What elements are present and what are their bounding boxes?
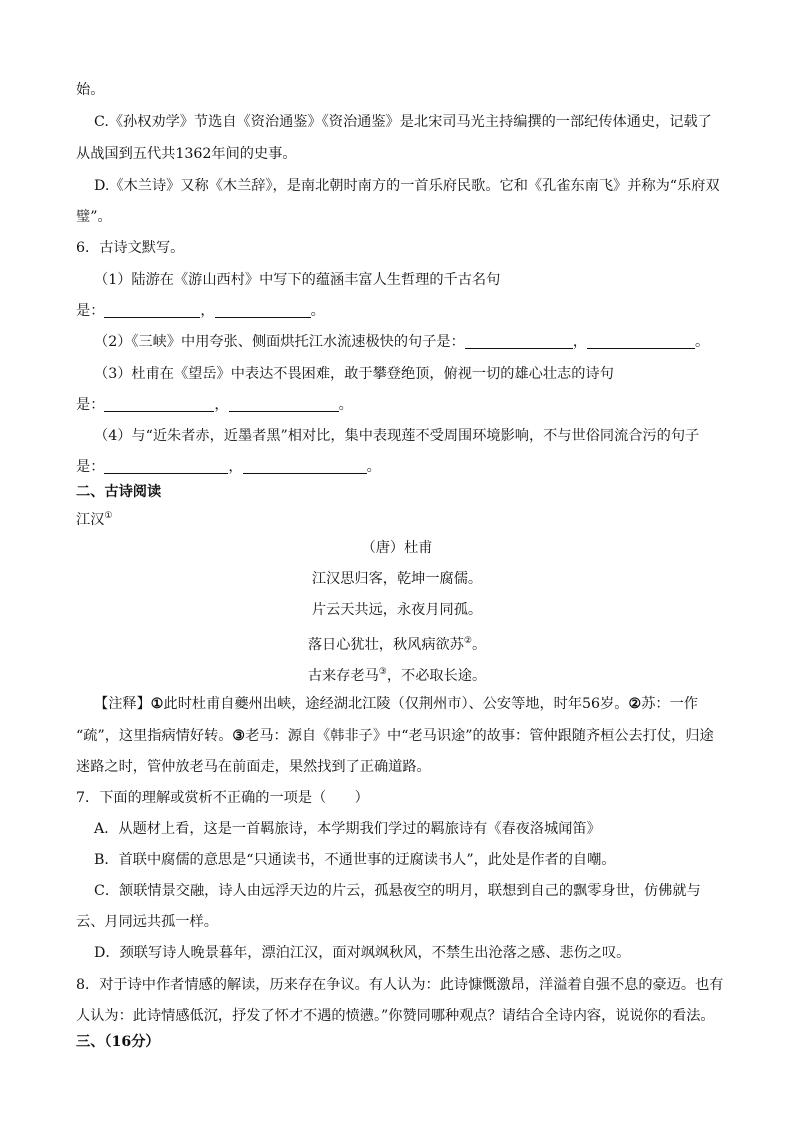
poem-line-2: 片云天共远，永夜月同孤。 [311,602,483,618]
q6-part1-prompt: （1）陆游在《游山西村》中写下的蕴涵丰富人生哲理的千古名句 [94,272,501,288]
comma: ， [214,397,229,413]
poem-line-1: 江汉思归客，乾坤一腐儒。 [311,571,483,587]
section3-heading: 三、（16分） [76,1034,160,1050]
section2-heading: 二、古诗阅读 [76,484,162,500]
poem-line-3-end: 。 [471,637,487,653]
q5-line0: 始。 [76,82,105,98]
q7-option-c-line2: 云、月同远共孤一样。 [76,914,218,930]
q5-option-c-line2: 从战国到五代共1362年间的史事。 [76,146,297,162]
q5-option-c-line1: C.《孙权劝学》节选自《资治通鉴》《资治通鉴》是北宋司马光主持编撰的一部纪传体通史，记载了 [94,114,712,130]
note-text: “疏”，这里指病情好转。 [76,728,233,744]
poem-line-3-text: 落日心犹壮，秋风病欲苏 [307,637,464,653]
note-marker: ① [150,696,164,712]
poem-notes-line3: 迷路之时，管仲放老马在前面走，果然找到了正确道路。 [76,759,431,775]
note-text: 此时杜甫自夔州出峡，途经湖北江陵（仅荆州市）、公安等地，时年56岁。 [163,696,629,712]
footnote-marker: ② [463,636,472,646]
notes-label: 【注释】 [94,696,151,712]
answer-blank[interactable] [215,302,311,318]
q6-part3-prompt: （3）杜甫在《望岳》中表达不畏困难，敢于攀登绝顶，俯视一切的雄心壮志的诗句 [94,366,614,382]
poem-line-4-text: 古来存老马 [307,668,379,684]
footnote-marker: ① [104,511,113,521]
answer-blank[interactable] [104,396,214,412]
q6-part2 [94,332,709,352]
poem-author: （唐）杜甫 [361,540,433,556]
answer-blank[interactable] [104,302,200,318]
poem-title [76,506,112,530]
answer-prefix: 是： [76,303,105,319]
q6-heading: 6．古诗文默写。 [76,240,185,256]
q6-part1-answer [76,301,325,321]
period: 。 [366,459,381,475]
answer-blank[interactable] [587,333,695,349]
poem-notes-line1 [94,694,698,714]
comma: ， [572,334,588,350]
poem-line-4 [0,662,794,686]
q5-option-d-line1: D.《木兰诗》又称《木兰辞》，是南北朝时南方的一首乐府民歌。它和《孔雀东南飞》并称为“乐府双 [94,178,720,194]
note-text: 苏：一作 [641,696,698,712]
q8-line1: 8．对于诗中作者情感的解读，历来存在争议。有人认为：此诗慷慨激昂，洋溢着自强不息的豪迈。也有 [76,977,724,993]
note-marker: ③ [232,728,246,744]
period: 。 [310,303,325,319]
q7-option-a: A．从题材上看，这是一首羁旅诗，本学期我们学过的羁旅诗有《春夜洛城闻笛》 [94,821,601,837]
poem-line-3 [0,631,794,655]
q6-part3-answer [76,395,353,415]
q7-option-b: B．首联中腐儒的意思是“只通读书，不通世事的迂腐读书人”，此处是作者的自嘲。 [94,852,616,868]
answer-blank[interactable] [229,396,339,412]
poem-title-text: 江汉 [76,512,105,528]
q7-option-c-line1: C．颔联情景交融，诗人由远浮天边的片云，孤悬夜空的明月，联想到自己的飘零身世，仿佛就与 [94,883,701,899]
poem-line-4-end: ，不必取长途。 [386,668,487,684]
q7-stem: 7．下面的理解或赏析不正确的一项是（ ） [76,790,369,806]
answer-prefix: 是： [76,459,105,475]
note-text: 老马：源自《韩非子》中“老马识途”的故事：管仲跟随齐桓公去打仗，归途 [245,728,714,744]
poem-notes-line2 [76,726,714,746]
answer-blank[interactable] [243,458,367,474]
answer-prefix: 是： [76,397,105,413]
comma: ， [200,303,215,319]
q6-part2-prompt: （2）《三峡》中用夸张、侧面烘托江水流速极快的句子是： [94,334,465,350]
q8-line2: 人认为：此诗情感低沉，抒发了怀才不遇的愤懑。”你赞同哪种观点？请结合全诗内容，说说你的看法。 [76,1008,715,1024]
answer-blank[interactable] [104,458,228,474]
q5-option-d-line2: 璧”。 [76,209,112,225]
comma: ， [228,459,243,475]
note-marker: ② [628,696,642,712]
period: 。 [695,334,710,350]
footnote-marker: ③ [378,667,387,677]
period: 。 [338,397,353,413]
answer-blank[interactable] [465,333,573,349]
q6-part4-prompt: （4）与“近朱者赤，近墨者黑”相对比，集中表现莲不受周围环境影响，不与世俗同流合污的句子 [94,428,700,444]
q6-part4-answer [76,457,381,477]
q7-option-d: D．颈联写诗人晚景暮年，漂泊江汉，面对飒飒秋风，不禁生出沧落之感、悲伤之叹。 [94,945,631,961]
